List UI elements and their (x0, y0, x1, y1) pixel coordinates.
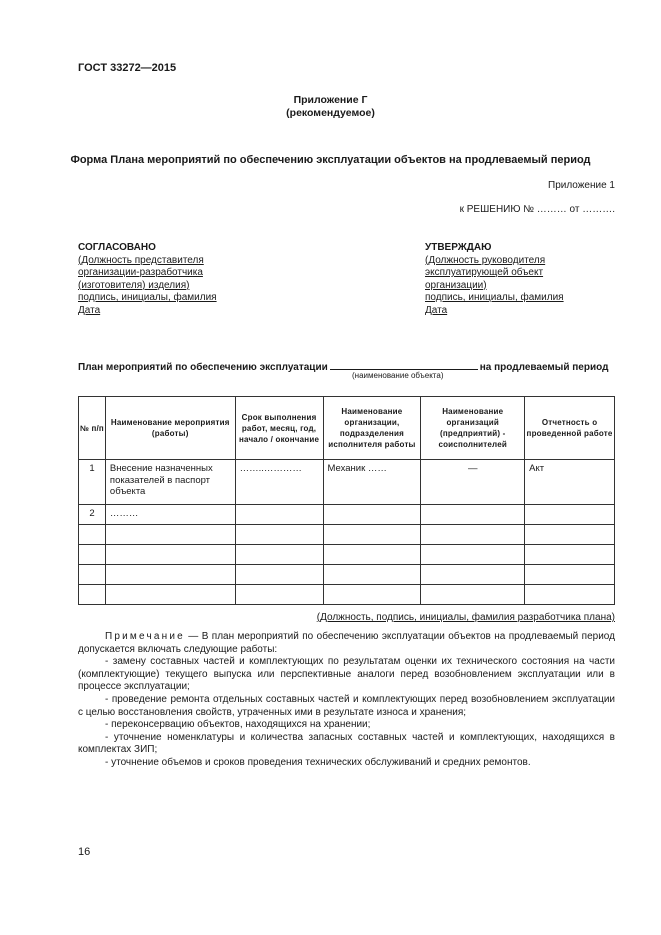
note-item: - уточнение номенклатуры и количества запасных составных частей и комплектующих, находящихся в комплектах ЗИП; (78, 731, 615, 756)
table-cell (525, 525, 615, 545)
appendix-subtitle: (рекомендуемое) (286, 107, 375, 119)
page-number: 16 (78, 846, 91, 858)
table-row (79, 460, 615, 505)
table-cell (421, 505, 525, 525)
table-cell (235, 585, 323, 605)
agreed-line: организации-разработчика (78, 267, 203, 279)
table-cell: 1 (79, 460, 106, 505)
approved-line: Дата (425, 304, 448, 316)
agreed-line: Дата (78, 304, 101, 316)
table-cell (235, 505, 323, 525)
attachment-label: Приложение 1 (548, 180, 615, 191)
note-item: - переконсервацию объектов, находящихся на хранении; (105, 719, 371, 731)
plan-suffix: на продлеваемый период (479, 362, 609, 373)
column-header: № п/п (79, 397, 106, 460)
decision-line: к РЕШЕНИЮ № ……… от ………. (459, 204, 615, 215)
appendix-title: Приложение Г (293, 94, 368, 106)
table-cell (525, 545, 615, 565)
approved-line: эксплуатирующей объект (425, 267, 544, 279)
table-cell (79, 585, 106, 605)
agreed-block (78, 242, 217, 318)
note-item: - проведение ремонта отдельных составных частей и комплектующих перед возобновлением эксплуатации с целью восстановления свойств, утраченных ими в результате износа и хранения; (78, 693, 615, 718)
plan-title-line (78, 359, 615, 373)
column-header: Срок выполнения работ, месяц, год, начало / окончание (235, 397, 323, 460)
table-cell (421, 585, 525, 605)
note-label: Примечание (105, 631, 185, 642)
table-cell (525, 585, 615, 605)
table-cell (525, 505, 615, 525)
table-cell (323, 525, 421, 545)
note-intro-text: — В план мероприятий по обеспечению эксплуатации объектов на продлеваемый период допускается включать следующие работы: (78, 631, 615, 655)
note-intro (78, 631, 615, 656)
agreed-title: СОГЛАСОВАНО (78, 242, 156, 253)
table-cell: Внесение назначенных показателей в паспорт объекта (105, 460, 235, 505)
table-cell (235, 545, 323, 565)
table-cell: 2 (79, 505, 106, 525)
agreed-line: (Должность представителя (78, 254, 204, 266)
table-cell: Механик …… (323, 460, 421, 505)
table-cell (323, 545, 421, 565)
approved-line: подпись, инициалы, фамилия (425, 292, 564, 304)
approved-title: УТВЕРЖДАЮ (425, 242, 492, 253)
table-cell (79, 525, 106, 545)
table-cell: ……… (105, 505, 235, 525)
table-cell: Акт (525, 460, 615, 505)
standard-number: ГОСТ 33272—2015 (78, 62, 177, 74)
table-cell (323, 585, 421, 605)
table-cell (421, 565, 525, 585)
table-cell (105, 565, 235, 585)
table-cell (421, 545, 525, 565)
table-cell (235, 565, 323, 585)
column-header: Наименование мероприятия (работы) (105, 397, 235, 460)
table-row (79, 505, 615, 525)
table-cell (79, 545, 106, 565)
table-header-row (79, 397, 615, 460)
table-row (79, 545, 615, 565)
table-row (79, 565, 615, 585)
approved-line: (Должность руководителя (425, 254, 546, 266)
plan-table (78, 396, 615, 605)
agreed-line: (изготовителя) изделия) (78, 279, 190, 291)
approved-block (425, 242, 564, 318)
note-item: - замену составных частей и комплектующих по результатам оценки их технического состояния на части (комплектующие) текущего выпуска или перспективные аналоги перед возобновлением эксплуатации или в процессе эксплуатации; (78, 656, 615, 693)
object-name-blank (330, 359, 478, 370)
developer-signature-line: (Должность, подпись, инициалы, фамилия разработчика плана) (316, 612, 615, 623)
agreed-line: подпись, инициалы, фамилия (78, 292, 217, 304)
object-name-caption: (наименование объекта) (352, 371, 444, 380)
plan-prefix: План мероприятий по обеспечению эксплуатации (78, 362, 328, 373)
approved-line: организации) (425, 279, 487, 291)
appendix-heading (0, 94, 661, 120)
table-cell: — (421, 460, 525, 505)
table-cell (79, 565, 106, 585)
table-cell: ……..………… (235, 460, 323, 505)
table-cell (105, 545, 235, 565)
table-cell (105, 585, 235, 605)
form-title: Форма Плана мероприятий по обеспечению эксплуатации объектов на продлеваемый период (70, 154, 591, 166)
table-cell (421, 525, 525, 545)
table-cell (323, 565, 421, 585)
table-cell (105, 525, 235, 545)
note-section (78, 631, 615, 770)
table-row (79, 585, 615, 605)
column-header: Наименование организаций (предприятий) - соисполнителей (421, 397, 525, 460)
table-cell (235, 525, 323, 545)
table-row (79, 525, 615, 545)
note-item: - уточнение объемов и сроков проведения технических обслуживаний и средних ремонтов. (105, 756, 531, 768)
table-cell (323, 505, 421, 525)
column-header: Наименование организации, подразделения исполнителя работы (323, 397, 421, 460)
table-cell (525, 565, 615, 585)
column-header: Отчетность о проведенной работе (525, 397, 615, 460)
